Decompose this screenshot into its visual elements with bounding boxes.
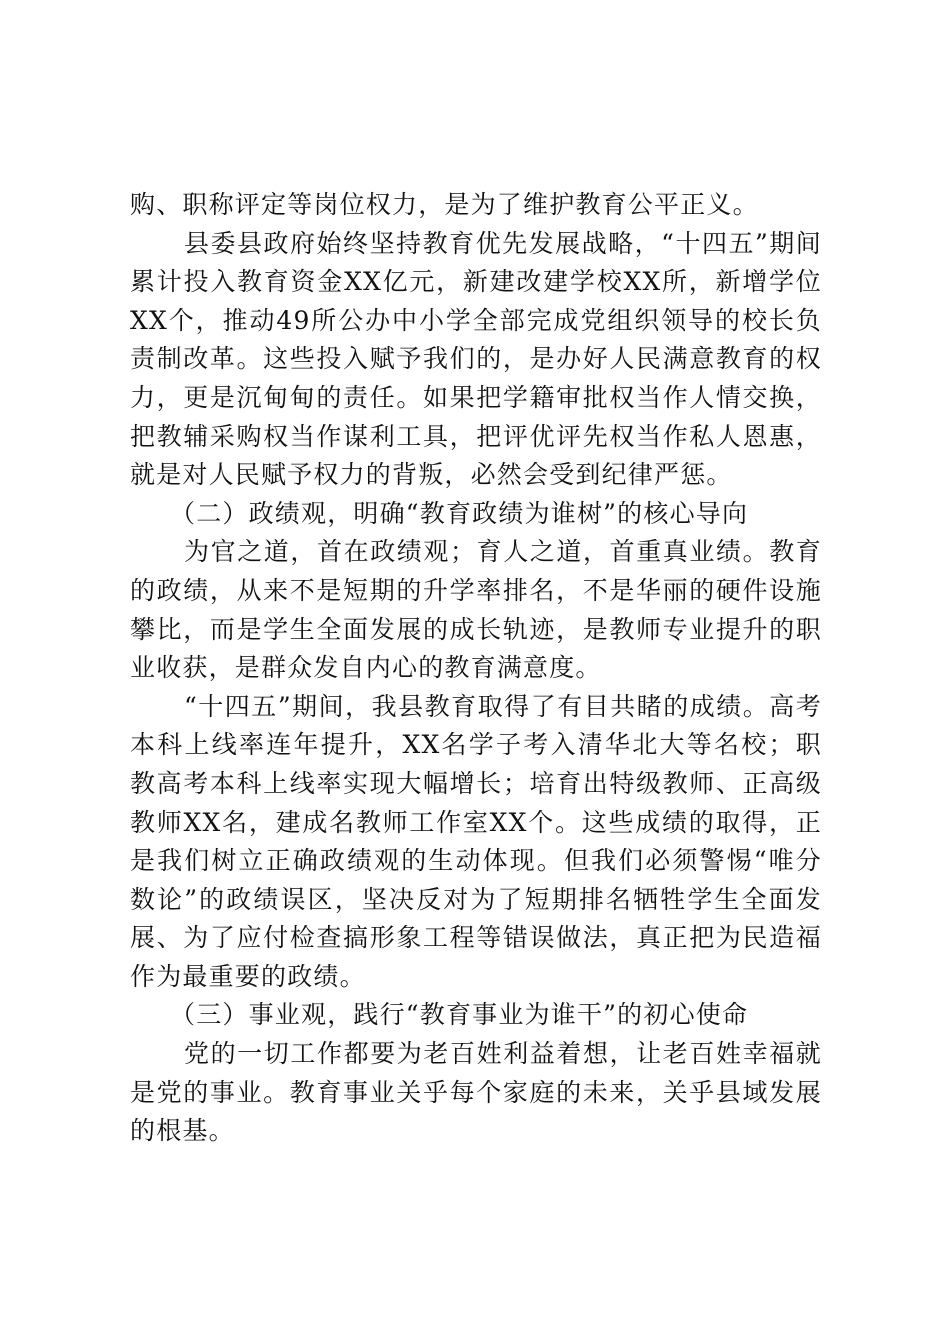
- paragraph-achievements: “十四五”期间，我县教育取得了有目共睹的成绩。高考本科上线率连年提升，XX名学子考入清华北大等名校；职教高考本科上线率实现大幅增长；培育出特级教师、正高级教师XX名，建成名教师工作室XX个。这些成绩的取得，正是我们树立正确政绩观的生动体现。但我们必须警惕“唯分数论”的政绩误区，坚决反对为了短期排名牺牲学生全面发展、为了应付检查搞形象工程等错误做法，真正把为民造福作为最重要的政绩。: [130, 691, 822, 991]
- section-heading-2: （二）政绩观，明确“教育政绩为谁树”的核心导向: [170, 498, 749, 528]
- section-heading-3: （三）事业观，践行“教育事业为谁干”的初心使命: [170, 1000, 749, 1030]
- paragraph-continuation: 购、职称评定等岗位权力，是为了维护教育公平正义。: [130, 190, 759, 219]
- paragraph-career-view: 党的一切工作都要为老百姓利益着想，让老百姓幸福就是党的事业。教育事业关乎每个家庭的未来，关乎县域发展的根基。: [130, 1039, 822, 1146]
- paragraph-investment: 县委县政府始终坚持教育优先发展战略，“十四五”期间累计投入教育资金XX亿元，新建改建学校XX所，新增学位XX个，推动49所公办中小学全部完成党组织领导的校长负责制改革。这些投入赋予我们的，是办好人民满意教育的权力，更是沉甸甸的责任。如果把学籍审批权当作人情交换，把教辅采购权当作谋利工具，把评优评先权当作私人恩惠，就是对人民赋予权力的背叛，必然会受到纪律严惩。: [130, 228, 822, 490]
- paragraph-performance-view: 为官之道，首在政绩观；育人之道，首重真业绩。教育的政绩，从来不是短期的升学率排名，不是华丽的硬件设施攀比，而是学生全面发展的成长轨迹，是教师专业提升的职业收获，是群众发自内心的教育满意度。: [130, 537, 822, 683]
- document-page: [130, 186, 822, 1151]
